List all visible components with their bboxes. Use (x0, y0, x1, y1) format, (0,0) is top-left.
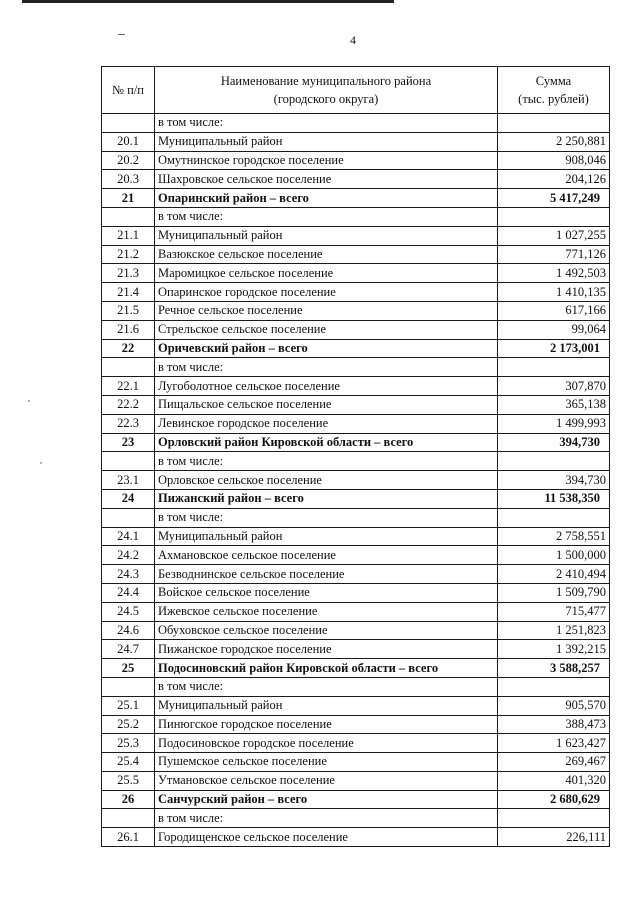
table-row (102, 226, 610, 245)
table-row (102, 546, 610, 565)
row-name: в том числе: (155, 207, 498, 226)
row-name: Вазюкское сельское поселение (155, 245, 498, 264)
table-row (102, 377, 610, 396)
table-row (102, 677, 610, 696)
row-number: 22 (102, 339, 155, 358)
row-number: 22.1 (102, 377, 155, 396)
row-name: Омутнинское городское поселение (155, 151, 498, 170)
row-sum: 3 588,257 (498, 659, 610, 678)
row-name: Шахровское сельское поселение (155, 170, 498, 189)
row-number: 24.3 (102, 565, 155, 584)
row-sum: 1 509,790 (498, 583, 610, 602)
row-sum (498, 677, 610, 696)
row-number: 26 (102, 790, 155, 809)
row-name: Войское сельское поселение (155, 583, 498, 602)
table-row (102, 602, 610, 621)
row-sum: 5 417,249 (498, 189, 610, 208)
row-name: Пинюгское городское поселение (155, 715, 498, 734)
row-name: Ахмановское сельское поселение (155, 546, 498, 565)
row-number: 24.7 (102, 640, 155, 659)
row-sum: 1 392,215 (498, 640, 610, 659)
table-row-total (102, 790, 610, 809)
row-name: Муниципальный район (155, 696, 498, 715)
row-number: 25.4 (102, 753, 155, 772)
row-name: в том числе: (155, 114, 498, 133)
table-row (102, 565, 610, 584)
row-sum: 2 173,001 (498, 339, 610, 358)
row-sum: 2 680,629 (498, 790, 610, 809)
row-name: Опаринское городское поселение (155, 283, 498, 302)
row-number: 25.5 (102, 771, 155, 790)
row-sum: 617,166 (498, 301, 610, 320)
table-row-total (102, 189, 610, 208)
row-sum (498, 207, 610, 226)
table-row-total (102, 339, 610, 358)
row-name: Оричевский район – всего (155, 339, 498, 358)
row-name: Пижанское городское поселение (155, 640, 498, 659)
row-name: Обуховское сельское поселение (155, 621, 498, 640)
row-name: Санчурский район – всего (155, 790, 498, 809)
row-sum (498, 508, 610, 527)
row-number: 21.1 (102, 226, 155, 245)
row-number (102, 114, 155, 133)
table-row (102, 283, 610, 302)
table-row (102, 809, 610, 828)
row-sum: 99,064 (498, 320, 610, 339)
row-name: Безводнинское сельское поселение (155, 565, 498, 584)
row-sum: 715,477 (498, 602, 610, 621)
table-row (102, 640, 610, 659)
table-row (102, 471, 610, 490)
header-row (102, 67, 610, 114)
row-number: 21.2 (102, 245, 155, 264)
row-sum: 307,870 (498, 377, 610, 396)
row-number: 23.1 (102, 471, 155, 490)
row-name: в том числе: (155, 508, 498, 527)
row-sum: 394,730 (498, 433, 610, 452)
row-number (102, 508, 155, 527)
row-sum: 1 027,255 (498, 226, 610, 245)
row-sum (498, 809, 610, 828)
header-sum-line1: Сумма (535, 74, 572, 88)
row-sum: 908,046 (498, 151, 610, 170)
table-row (102, 414, 610, 433)
row-number: 24.1 (102, 527, 155, 546)
row-name: Муниципальный район (155, 527, 498, 546)
table-row (102, 734, 610, 753)
row-sum: 2 250,881 (498, 132, 610, 151)
row-sum: 1 500,000 (498, 546, 610, 565)
scan-mark (118, 34, 125, 35)
table-row (102, 151, 610, 170)
row-name: в том числе: (155, 358, 498, 377)
row-sum (498, 114, 610, 133)
row-sum: 11 538,350 (498, 489, 610, 508)
header-sum-line2: (тыс. рублей) (518, 92, 589, 106)
table-row (102, 508, 610, 527)
row-sum: 394,730 (498, 471, 610, 490)
row-number: 20.2 (102, 151, 155, 170)
row-sum: 905,570 (498, 696, 610, 715)
row-sum: 1 492,503 (498, 264, 610, 283)
table-row (102, 452, 610, 471)
row-name: Пищальское сельское поселение (155, 395, 498, 414)
table-row (102, 715, 610, 734)
row-number: 21.3 (102, 264, 155, 283)
row-sum: 388,473 (498, 715, 610, 734)
row-number: 20.3 (102, 170, 155, 189)
header-num-label: № п/п (112, 83, 144, 97)
row-sum (498, 358, 610, 377)
row-number (102, 677, 155, 696)
row-name: Маромицкое сельское поселение (155, 264, 498, 283)
row-number: 24.5 (102, 602, 155, 621)
row-name: Стрельское сельское поселение (155, 320, 498, 339)
table-row (102, 771, 610, 790)
row-name: в том числе: (155, 677, 498, 696)
row-sum: 204,126 (498, 170, 610, 189)
table-row (102, 170, 610, 189)
page-number: 4 (350, 33, 356, 47)
row-number: 21.4 (102, 283, 155, 302)
row-sum: 401,320 (498, 771, 610, 790)
row-sum: 226,111 (498, 828, 610, 847)
header-name-line1: Наименование муниципального района (220, 74, 432, 88)
row-number: 24.2 (102, 546, 155, 565)
row-name: Муниципальный район (155, 132, 498, 151)
row-sum: 1 410,135 (498, 283, 610, 302)
table-row-total (102, 433, 610, 452)
row-number: 24.4 (102, 583, 155, 602)
table-row (102, 245, 610, 264)
table-body (102, 114, 610, 847)
table-row (102, 527, 610, 546)
table-row (102, 395, 610, 414)
row-sum (498, 452, 610, 471)
row-number: 21.6 (102, 320, 155, 339)
row-number: 20.1 (102, 132, 155, 151)
row-name: Лугоболотное сельское поселение (155, 377, 498, 396)
row-number (102, 452, 155, 471)
table-row (102, 207, 610, 226)
row-name: Речное сельское поселение (155, 301, 498, 320)
budget-table (101, 66, 610, 847)
table-row (102, 583, 610, 602)
row-number: 25 (102, 659, 155, 678)
scan-speck (40, 462, 42, 464)
row-name: Подосиновский район Кировской области – всего (155, 659, 498, 678)
row-name: Подосиновское городское поселение (155, 734, 498, 753)
row-name: Городищенское сельское поселение (155, 828, 498, 847)
row-number: 24 (102, 489, 155, 508)
row-name: Опаринский район – всего (155, 189, 498, 208)
row-number: 21 (102, 189, 155, 208)
table-row-total (102, 659, 610, 678)
table-row (102, 301, 610, 320)
row-name: Муниципальный район (155, 226, 498, 245)
row-name: Орловский район Кировской области – всего (155, 433, 498, 452)
row-number: 21.5 (102, 301, 155, 320)
row-name: Орловское сельское поселение (155, 471, 498, 490)
row-number: 26.1 (102, 828, 155, 847)
table-row (102, 114, 610, 133)
table-row (102, 828, 610, 847)
row-sum: 1 251,823 (498, 621, 610, 640)
table-row (102, 696, 610, 715)
row-number: 25.2 (102, 715, 155, 734)
row-name: Пушемское сельское поселение (155, 753, 498, 772)
row-name: Пижанский район – всего (155, 489, 498, 508)
table-row-total (102, 489, 610, 508)
row-sum: 2 410,494 (498, 565, 610, 584)
row-number: 24.6 (102, 621, 155, 640)
table-row (102, 358, 610, 377)
row-sum: 269,467 (498, 753, 610, 772)
row-number: 25.3 (102, 734, 155, 753)
table-row (102, 264, 610, 283)
row-number: 22.3 (102, 414, 155, 433)
row-name: Утмановское сельское поселение (155, 771, 498, 790)
header-sum (498, 67, 610, 114)
top-rule (22, 0, 394, 3)
row-number: 23 (102, 433, 155, 452)
row-number: 22.2 (102, 395, 155, 414)
row-number (102, 207, 155, 226)
row-number: 25.1 (102, 696, 155, 715)
row-name: в том числе: (155, 452, 498, 471)
row-sum: 771,126 (498, 245, 610, 264)
row-name: в том числе: (155, 809, 498, 828)
row-sum: 1 623,427 (498, 734, 610, 753)
table-row (102, 132, 610, 151)
row-number (102, 358, 155, 377)
scan-speck (28, 400, 30, 402)
row-sum: 2 758,551 (498, 527, 610, 546)
header-name-line2: (городского округа) (273, 92, 379, 106)
header-num (102, 67, 155, 114)
header-name (155, 67, 498, 114)
table-row (102, 753, 610, 772)
row-name: Ижевское сельское поселение (155, 602, 498, 621)
table-row (102, 621, 610, 640)
row-name: Левинское городское поселение (155, 414, 498, 433)
table-row (102, 320, 610, 339)
row-number (102, 809, 155, 828)
row-sum: 1 499,993 (498, 414, 610, 433)
row-sum: 365,138 (498, 395, 610, 414)
